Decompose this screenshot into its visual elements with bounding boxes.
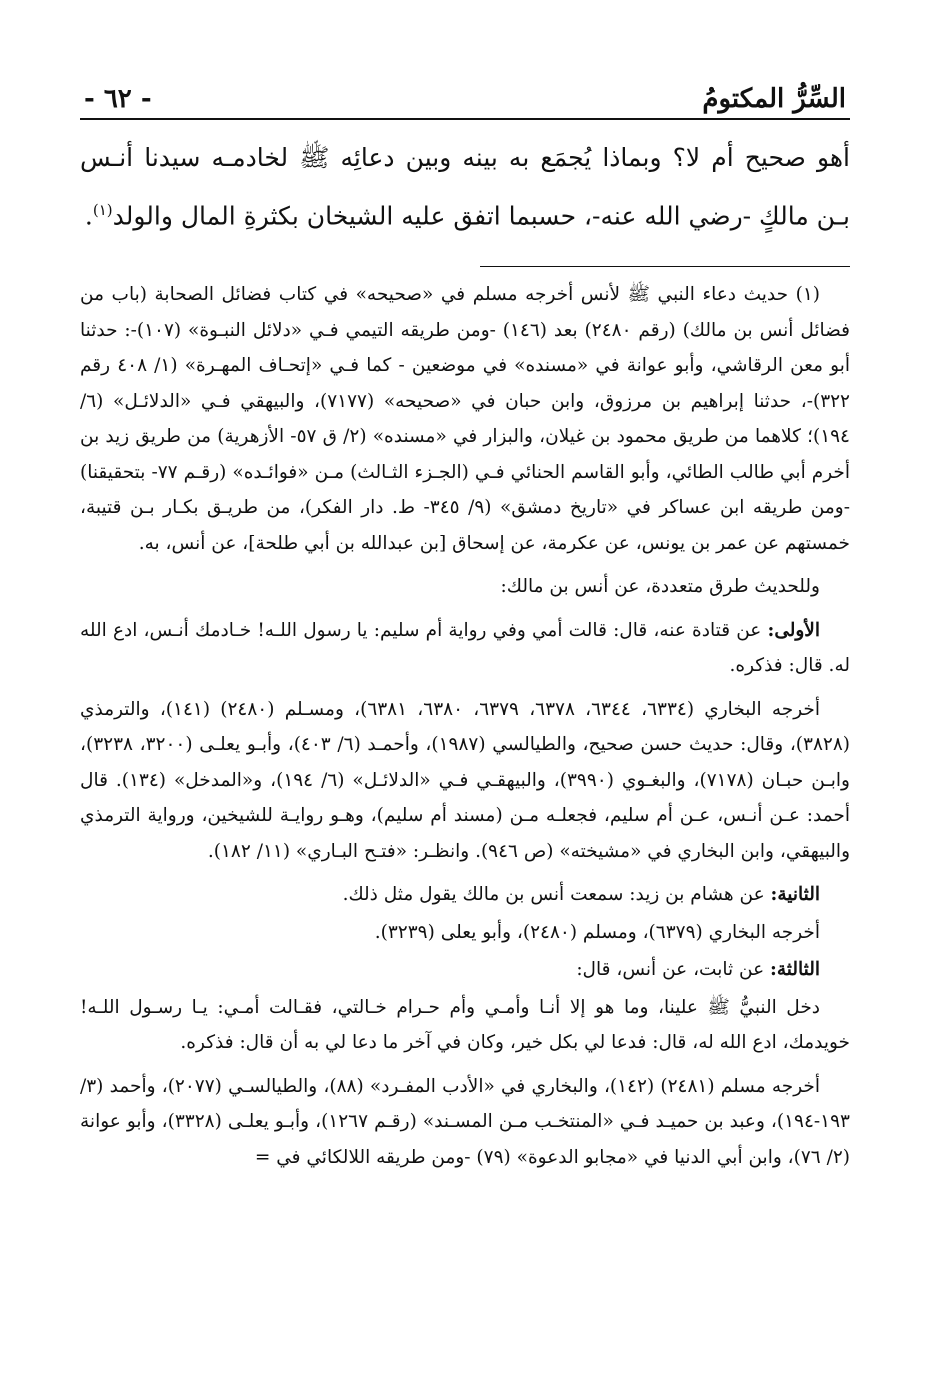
footnote-1: (١) حديث دعاء النبي ﷺ لأنس أخرجه مسلم في «صحيحه» في كتاب فضائل الصحابة (باب من فضائل أنس بن مالك) (رقم ٢٤٨٠) بعد (١٤٦) -ومن طريقه التيمي فـي «دلائل النبـوة» (١٠٧)-: حدثنا أبو معن الرقاشي، وأبو عوانة في «مسنده» في موضعين - كما فـي «إتحـاف المهـرة» (١/ ٤٠٨ رقم ٣٢٢)-، حدثنا إبراهيم بن مرزوق، وابن حبان في «صحيحه» (٧١٧٧)، والبيهقي فـي «الدلائـل» (٦/ ١٩٤)؛ كلاهما من طريق محمود بن غيلان، والبزار في «مسنده» (٢/ ق ٥٧- الأزهرية) من طريق زيد بن أخرم أبي طالب الطائي، وأبو القاسم الحنائي فـي (الجـزء الثـالث) مـن «فوائـده» (رقـم ٧٧- بتحقيقنا) -ومن طريقه ابن عساكر في «تاريخ دمشق» (٩/ ٣٤٥- ط. دار الفكر)، من طريـق بكـار بـن قتيبة، خمستهم عن عمر بن يونس، عن عكرمة، عن إسحاق [بن عبدالله بن أبي طلحة]، عن أنس، به. — [80, 284, 851, 554]
page-number: - ٦٢ - — [84, 84, 152, 114]
footnote-marker: (١) — [92, 201, 113, 219]
route-text-third: عن ثابت، عن أنس، قال: — [576, 959, 771, 981]
main-paragraph-end: . — [84, 201, 93, 231]
footnote-route-first — [80, 613, 850, 684]
footnote-routes-intro: وللحديث طرق متعددة، عن أنس بن مالك: — [500, 576, 820, 598]
main-paragraph-text: أهو صحيح أم لا؟ وبماذا يُجمَع به بينه وبين دعائِه ﷺ لخادمـه سيدنا أنـس بـن مالكٍ -رضي الله عنه-، حسبما اتفق عليه الشيخان بكثرةِ المال والولد — [80, 143, 850, 231]
footnote-route-second — [80, 877, 850, 913]
footnote-takhrij-first: أخرجه البخاري (٦٣٣٤، ٦٣٤٤، ٦٣٧٨، ٦٣٧٩، ٦٣٨٠، ٦٣٨١)، ومسـلم (٢٤٨٠) (١٤١)، والترمذي (٣٨٢٨)، وقال: حديث حسن صحيح، والطيالسي (١٩٨٧)، وأحمـد (٦/ ٤٠٣)، وأبـو يعلـى (٣٢٠٠، ٣٢٣٨)، وابـن حبـان (٧١٧٨)، والبغـوي (٣٩٩٠)، والبيهقـي فـي «الدلائـل» (٦/ ١٩٤)، و«المدخل» (١٣٤). قال أحمد: عـن أنـس، عـن أم سليم، فجعلـه مـن (مسند أم سليم)، وهـو روايـة للشيخين، ورواية الترمذي والبيهقي، وابن البخاري في «مشيخته» (ص ٩٤٦). وانظـر: «فتـح البـاري» (١١/ ١٨٢). — [80, 698, 850, 862]
route-text-first: عن قتادة عنه، قال: قالت أمي وفي رواية أم سليم: يا رسول اللـه! خـادمك أنـس، ادع الله له. قال: فذكره. — [80, 619, 850, 677]
footnote-takhrij-second: أخرجه البخاري (٦٣٧٩)، ومسلم (٢٤٨٠)، وأبو يعلى (٣٢٣٩). — [374, 921, 820, 943]
book-page — [80, 70, 850, 1177]
running-header — [80, 70, 850, 120]
main-paragraph — [80, 132, 850, 242]
footnote-separator — [480, 266, 850, 267]
route-label-first: الأولى: — [767, 619, 820, 641]
footnote-takhrij-third: أخرجه مسلم (٢٤٨١) (١٤٢)، والبخاري في «الأدب المفـرد» (٨٨)، والطيالسـي (٢٠٧٧)، وأحمد (٣/ ١٩٣-١٩٤)، وعبد بن حميـد فـي «المنتخـب مـن المسـند» (رقـم ١٢٦٧)، وأبـو يعلـى (٣٣٢٨)، وأبو عوانة (٢/ ٧٦)، وابن أبي الدنيا في «مجابو الدعوة» (٧٩) -ومن طريقه اللالكائي في = — [80, 1075, 850, 1168]
footnotes — [80, 277, 850, 1175]
footnote-hadith-third: دخل النبيُّ ﷺ علينا، وما هو إلا أنـا وأمـي وأم حـرام خـالتي، فقـالت أمـي: يـا رسـول اللـه! خويدمك، ادع الله له، قال: فدعا لي بكل خير، وكان في آخر ما دعا لي به أن قال: فذكره. — [80, 996, 850, 1054]
main-text — [80, 132, 850, 242]
footnote-route-third — [80, 952, 850, 988]
book-title: السِّرُّ المكتومُ — [702, 84, 846, 114]
route-text-second: عن هشام بن زيد: سمعت أنس بن مالك يقول مثل ذلك. — [342, 884, 771, 906]
route-label-second: الثانية: — [770, 884, 820, 906]
route-label-third: الثالثة: — [770, 959, 820, 981]
